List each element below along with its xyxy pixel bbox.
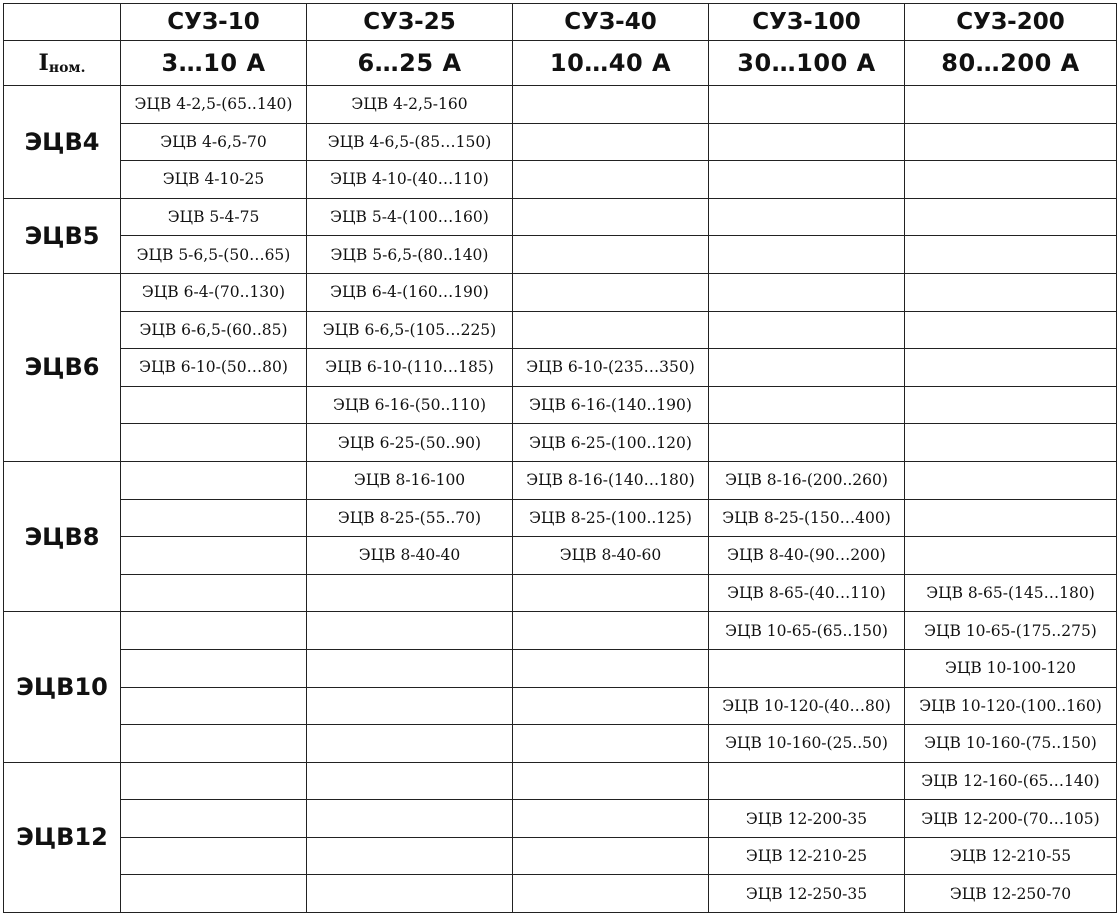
current-range: 10…40 А	[513, 41, 709, 86]
empty-cell	[121, 725, 307, 763]
empty-cell	[709, 649, 905, 687]
empty-cell	[905, 236, 1117, 274]
empty-cell	[121, 687, 307, 725]
current-range: 30…100 А	[709, 41, 905, 86]
pump-model-cell: ЭЦВ 6-6,5-(60..85)	[121, 311, 307, 349]
pump-model-cell: ЭЦВ 10-65-(175..275)	[905, 612, 1117, 650]
pump-model-cell: ЭЦВ 8-25-(150…400)	[709, 499, 905, 537]
pump-group-label: ЭЦВ8	[4, 461, 121, 611]
pump-model-cell: ЭЦВ 10-120-(40…80)	[709, 687, 905, 725]
table-row	[4, 386, 1117, 424]
pump-model-cell: ЭЦВ 6-10-(110…185)	[307, 349, 513, 387]
empty-cell	[121, 499, 307, 537]
empty-cell	[121, 800, 307, 838]
corner-cell	[4, 4, 121, 41]
empty-cell	[121, 837, 307, 875]
pump-model-cell: ЭЦВ 12-250-35	[709, 875, 905, 913]
empty-cell	[905, 273, 1117, 311]
empty-cell	[905, 123, 1117, 161]
pump-model-cell: ЭЦВ 10-160-(75..150)	[905, 725, 1117, 763]
pump-model-cell: ЭЦВ 10-65-(65..150)	[709, 612, 905, 650]
pump-model-cell: ЭЦВ 12-200-35	[709, 800, 905, 838]
pump-model-cell: ЭЦВ 8-16-(140…180)	[513, 461, 709, 499]
empty-cell	[905, 386, 1117, 424]
empty-cell	[513, 161, 709, 199]
empty-cell	[905, 461, 1117, 499]
pump-model-cell: ЭЦВ 8-40-(90…200)	[709, 537, 905, 575]
pump-model-cell: ЭЦВ 4-2,5-160	[307, 86, 513, 124]
pump-model-cell: ЭЦВ 6-4-(160…190)	[307, 273, 513, 311]
pump-model-cell: ЭЦВ 12-250-70	[905, 875, 1117, 913]
pump-model-cell: ЭЦВ 5-6,5-(50…65)	[121, 236, 307, 274]
pump-model-cell: ЭЦВ 8-25-(100..125)	[513, 499, 709, 537]
pump-model-cell: ЭЦВ 8-25-(55..70)	[307, 499, 513, 537]
pump-model-cell: ЭЦВ 8-16-100	[307, 461, 513, 499]
empty-cell	[307, 762, 513, 800]
column-header: СУЗ-10	[121, 4, 307, 41]
empty-cell	[513, 649, 709, 687]
empty-cell	[307, 687, 513, 725]
empty-cell	[307, 649, 513, 687]
table-row	[4, 574, 1117, 612]
empty-cell	[709, 762, 905, 800]
empty-cell	[307, 837, 513, 875]
empty-cell	[121, 461, 307, 499]
pump-model-cell: ЭЦВ 6-10-(235…350)	[513, 349, 709, 387]
table-row	[4, 461, 1117, 499]
table-row	[4, 161, 1117, 199]
empty-cell	[709, 424, 905, 462]
empty-cell	[513, 236, 709, 274]
rated-current-symbol: I	[38, 50, 49, 76]
empty-cell	[121, 574, 307, 612]
pump-model-cell: ЭЦВ 10-120-(100..160)	[905, 687, 1117, 725]
pump-controller-table	[3, 3, 1117, 913]
empty-cell	[709, 236, 905, 274]
pump-model-cell: ЭЦВ 12-210-25	[709, 837, 905, 875]
pump-model-cell: ЭЦВ 4-2,5-(65..140)	[121, 86, 307, 124]
table-row	[4, 649, 1117, 687]
pump-model-cell: ЭЦВ 4-10-25	[121, 161, 307, 199]
empty-cell	[513, 837, 709, 875]
empty-cell	[905, 198, 1117, 236]
table-row	[4, 123, 1117, 161]
empty-cell	[513, 725, 709, 763]
empty-cell	[905, 86, 1117, 124]
pump-model-cell: ЭЦВ 4-6,5-70	[121, 123, 307, 161]
empty-cell	[709, 386, 905, 424]
empty-cell	[709, 349, 905, 387]
pump-group-label: ЭЦВ4	[4, 86, 121, 199]
pump-model-cell: ЭЦВ 6-25-(100..120)	[513, 424, 709, 462]
pump-model-cell: ЭЦВ 5-4-(100…160)	[307, 198, 513, 236]
empty-cell	[513, 800, 709, 838]
empty-cell	[905, 311, 1117, 349]
pump-model-cell: ЭЦВ 5-4-75	[121, 198, 307, 236]
column-header: СУЗ-25	[307, 4, 513, 41]
table-row	[4, 86, 1117, 124]
empty-cell	[905, 349, 1117, 387]
pump-model-cell: ЭЦВ 8-16-(200..260)	[709, 461, 905, 499]
empty-cell	[121, 762, 307, 800]
table-row	[4, 273, 1117, 311]
empty-cell	[121, 649, 307, 687]
empty-cell	[513, 86, 709, 124]
column-header: СУЗ-40	[513, 4, 709, 41]
empty-cell	[709, 311, 905, 349]
table-row	[4, 687, 1117, 725]
rated-current-row	[4, 41, 1117, 86]
empty-cell	[307, 725, 513, 763]
table-row	[4, 800, 1117, 838]
empty-cell	[709, 86, 905, 124]
pump-model-cell: ЭЦВ 8-65-(40…110)	[709, 574, 905, 612]
pump-model-cell: ЭЦВ 6-6,5-(105…225)	[307, 311, 513, 349]
empty-cell	[121, 612, 307, 650]
empty-cell	[513, 311, 709, 349]
empty-cell	[905, 537, 1117, 575]
pump-group-label: ЭЦВ10	[4, 612, 121, 762]
empty-cell	[513, 612, 709, 650]
empty-cell	[307, 800, 513, 838]
empty-cell	[513, 687, 709, 725]
pump-model-cell: ЭЦВ 5-6,5-(80..140)	[307, 236, 513, 274]
empty-cell	[121, 386, 307, 424]
empty-cell	[121, 875, 307, 913]
column-header: СУЗ-100	[709, 4, 905, 41]
pump-model-cell: ЭЦВ 6-16-(50..110)	[307, 386, 513, 424]
pump-model-cell: ЭЦВ 4-10-(40…110)	[307, 161, 513, 199]
empty-cell	[513, 123, 709, 161]
current-range: 3…10 А	[121, 41, 307, 86]
pump-model-cell: ЭЦВ 8-65-(145…180)	[905, 574, 1117, 612]
empty-cell	[905, 499, 1117, 537]
empty-cell	[121, 424, 307, 462]
current-range: 80…200 А	[905, 41, 1117, 86]
empty-cell	[513, 762, 709, 800]
pump-model-cell: ЭЦВ 6-10-(50…80)	[121, 349, 307, 387]
empty-cell	[905, 161, 1117, 199]
rated-current-subscript: ном.	[48, 60, 86, 76]
empty-cell	[307, 875, 513, 913]
current-range: 6…25 А	[307, 41, 513, 86]
pump-model-cell: ЭЦВ 4-6,5-(85…150)	[307, 123, 513, 161]
pump-model-cell: ЭЦВ 10-100-120	[905, 649, 1117, 687]
empty-cell	[307, 612, 513, 650]
table-row	[4, 236, 1117, 274]
table-row	[4, 537, 1117, 575]
empty-cell	[905, 424, 1117, 462]
empty-cell	[513, 574, 709, 612]
pump-model-cell: ЭЦВ 12-200-(70…105)	[905, 800, 1117, 838]
table-row	[4, 198, 1117, 236]
pump-model-cell: ЭЦВ 6-4-(70..130)	[121, 273, 307, 311]
pump-model-cell: ЭЦВ 12-210-55	[905, 837, 1117, 875]
pump-model-cell: ЭЦВ 6-16-(140..190)	[513, 386, 709, 424]
pump-group-label: ЭЦВ5	[4, 198, 121, 273]
pump-model-cell: ЭЦВ 10-160-(25..50)	[709, 725, 905, 763]
pump-model-cell: ЭЦВ 6-25-(50..90)	[307, 424, 513, 462]
table-row	[4, 725, 1117, 763]
empty-cell	[709, 123, 905, 161]
empty-cell	[513, 875, 709, 913]
rated-current-label	[4, 41, 121, 86]
empty-cell	[513, 198, 709, 236]
column-header: СУЗ-200	[905, 4, 1117, 41]
table-row	[4, 424, 1117, 462]
empty-cell	[121, 537, 307, 575]
pump-group-label: ЭЦВ6	[4, 273, 121, 461]
header-row	[4, 4, 1117, 41]
table-row	[4, 612, 1117, 650]
empty-cell	[709, 161, 905, 199]
empty-cell	[513, 273, 709, 311]
pump-group-label: ЭЦВ12	[4, 762, 121, 912]
table-row	[4, 349, 1117, 387]
table-row	[4, 875, 1117, 913]
empty-cell	[709, 198, 905, 236]
table-row	[4, 499, 1117, 537]
pump-model-cell: ЭЦВ 8-40-40	[307, 537, 513, 575]
pump-model-cell: ЭЦВ 12-160-(65…140)	[905, 762, 1117, 800]
table-row	[4, 837, 1117, 875]
table-row	[4, 311, 1117, 349]
empty-cell	[307, 574, 513, 612]
table-row	[4, 762, 1117, 800]
empty-cell	[709, 273, 905, 311]
pump-model-cell: ЭЦВ 8-40-60	[513, 537, 709, 575]
